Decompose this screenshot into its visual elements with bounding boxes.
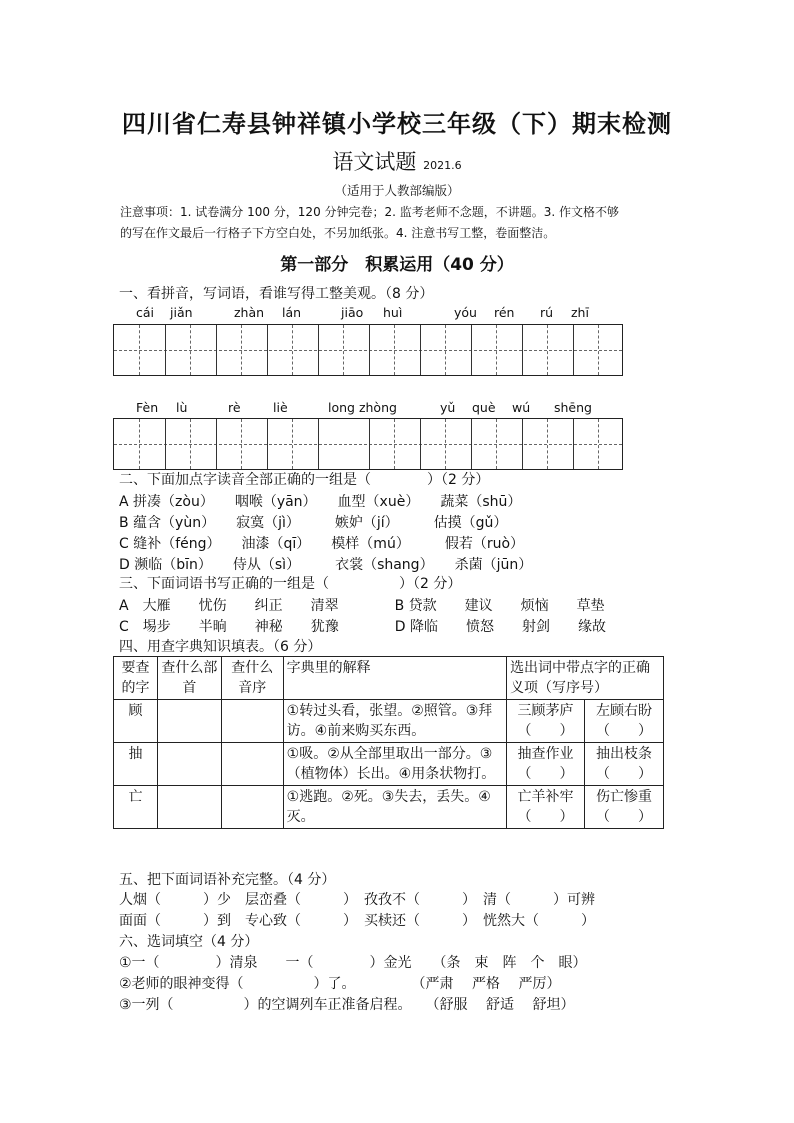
pinyin: què — [472, 400, 496, 415]
writing-grid-2[interactable] — [113, 418, 623, 470]
pinyin: rè — [228, 400, 241, 415]
row-meaning: ①逃跑。②死。③失去，丢失。④灭。 — [283, 786, 506, 829]
q2-option-d: D 濒临（bīn） 侍从（sì） 衣裳（shang） 杀菌（jūn） — [119, 557, 533, 573]
exam-notes — [120, 202, 690, 244]
row-meaning: ①吸。②从全部里取出一部分。③（植物体）长出。④用条状物打。 — [283, 743, 506, 786]
exam-subtitle — [0, 146, 794, 176]
answer-blank[interactable]: （ ） — [596, 723, 652, 739]
table-row — [114, 786, 664, 829]
word: 三顾茅庐 — [517, 703, 574, 719]
q6-line-1: ①一（ ）清泉 一（ ）金光 （条 束 阵 个 眼） — [119, 955, 587, 971]
answer-blank[interactable]: （ ） — [517, 766, 574, 782]
q1-title: 一、看拼音，写词语，看谁写得工整美观。（8 分） — [119, 286, 434, 302]
header-char: 要查的字 — [114, 657, 158, 700]
word-cell[interactable] — [507, 700, 585, 743]
q6-line-2: ②老师的眼神变得（ ）了。 （严肃 严格 严厉） — [119, 976, 561, 992]
order-answer-cell[interactable] — [221, 786, 283, 829]
q3-title: 三、下面词语书写正确的一组是（ ）（2 分） — [119, 576, 462, 592]
pinyin-row-1 — [0, 305, 794, 323]
q5-line-1: 人烟（ ）少 层峦叠（ ） 孜孜不（ ） 清（ ）可辨 — [119, 892, 595, 908]
notes-line-1: 注意事项：1. 试卷满分 100 分，120 分钟完卷；2. 监考老师不念题，不讲题。3. 作文格不够 — [120, 205, 620, 219]
word: 伤亡惨重 — [596, 789, 652, 805]
answer-blank[interactable]: （ ） — [517, 723, 574, 739]
q2-option-c: C 缝补（féng） 油漆（qī） 模样（mú） 假若（ruò） — [119, 536, 525, 552]
pinyin: yóu — [454, 305, 477, 320]
answer-blank[interactable]: （ ） — [596, 766, 652, 782]
q3-options-cd: C 埸步 半晌 神秘 犹豫 D 降临 愤怒 射剑 缘故 — [119, 619, 607, 635]
pinyin: cái — [136, 305, 155, 320]
notes-line-2: 的写在作文最后一行格子下方空白处，不另加纸张。4. 注意书写工整，卷面整洁。 — [120, 226, 556, 240]
edition-note: （适用于人教部编版） — [334, 183, 460, 198]
word-cell[interactable] — [585, 700, 664, 743]
radical-answer-cell[interactable] — [157, 786, 221, 829]
word-cell[interactable] — [507, 743, 585, 786]
subject-label: 语文试题 — [332, 150, 417, 174]
header-meaning: 字典里的解释 — [283, 657, 506, 700]
radical-answer-cell[interactable] — [157, 743, 221, 786]
header-radical: 查什么部首 — [157, 657, 221, 700]
pinyin: huì — [383, 305, 403, 320]
row-char: 顾 — [114, 700, 158, 743]
pinyin: liè — [273, 400, 288, 415]
word-cell[interactable] — [507, 786, 585, 829]
pinyin: rén — [494, 305, 515, 320]
q5-line-2: 面面（ ）到 专心致（ ） 买椟还（ ） 恍然大（ ） — [119, 913, 595, 929]
q3-options-ab: A 大雁 忧伤 纠正 清翠 B 贷款 建议 烦恼 草垫 — [119, 598, 605, 614]
word-cell[interactable] — [585, 786, 664, 829]
pinyin: rú — [540, 305, 554, 320]
table-row — [114, 700, 664, 743]
header-choose: 选出词中带点字的正确义项（写序号） — [507, 657, 664, 700]
pinyin: long zhòng — [328, 400, 397, 415]
q4-title: 四、用查字典知识填表。（6 分） — [119, 639, 322, 655]
pinyin: Fèn — [136, 400, 159, 415]
pinyin: yǔ — [440, 400, 456, 415]
answer-blank[interactable]: （ ） — [517, 809, 574, 825]
pinyin: shēng — [554, 400, 592, 415]
exam-title: 四川省仁寿县钟祥镇小学校三年级（下）期末检测 — [122, 110, 672, 138]
pinyin: zhàn — [234, 305, 265, 320]
writing-grid-1[interactable] — [113, 324, 623, 376]
order-answer-cell[interactable] — [221, 743, 283, 786]
word: 抽查作业 — [517, 746, 574, 762]
q6-line-3: ③一列（ ）的空调列车正准备启程。 （舒服 舒适 舒坦） — [119, 997, 575, 1013]
word: 左顾右盼 — [596, 703, 652, 719]
row-char: 亡 — [114, 786, 158, 829]
header-order: 查什么音序 — [221, 657, 283, 700]
q2-option-a: A 拼凑（zòu） 咽喉（yān） 血型（xuè） 蔬菜（shū） — [119, 494, 522, 510]
word: 抽出枝条 — [596, 746, 652, 762]
table-row — [114, 743, 664, 786]
word: 亡羊补牢 — [517, 789, 574, 805]
radical-answer-cell[interactable] — [157, 700, 221, 743]
pinyin: zhī — [571, 305, 589, 320]
exam-date: 2021.6 — [423, 159, 462, 172]
q5-title: 五、把下面词语补充完整。（4 分） — [119, 872, 336, 888]
word-cell[interactable] — [585, 743, 664, 786]
dictionary-table — [113, 656, 664, 829]
pinyin: wú — [512, 400, 531, 415]
pinyin: lù — [176, 400, 188, 415]
part-one-title: 第一部分 积累运用（40 分） — [280, 255, 514, 275]
pinyin: lán — [282, 305, 302, 320]
row-meaning: ①转过头看，张望。②照管。③拜访。④前来购买东西。 — [283, 700, 506, 743]
pinyin: jiāo — [341, 305, 364, 320]
q6-title: 六、选词填空（4 分） — [119, 934, 259, 950]
pinyin: jiǎn — [170, 305, 193, 320]
order-answer-cell[interactable] — [221, 700, 283, 743]
q2-option-b: B 蕴含（yùn） 寂寞（jì） 嫉妒（jí） 估摸（gǔ） — [119, 515, 508, 531]
row-char: 抽 — [114, 743, 158, 786]
q2-title: 二、下面加点字读音全部正确的一组是（ ）（2 分） — [119, 472, 490, 488]
pinyin-row-2 — [0, 400, 794, 418]
table-header-row — [114, 657, 664, 700]
answer-blank[interactable]: （ ） — [596, 809, 652, 825]
